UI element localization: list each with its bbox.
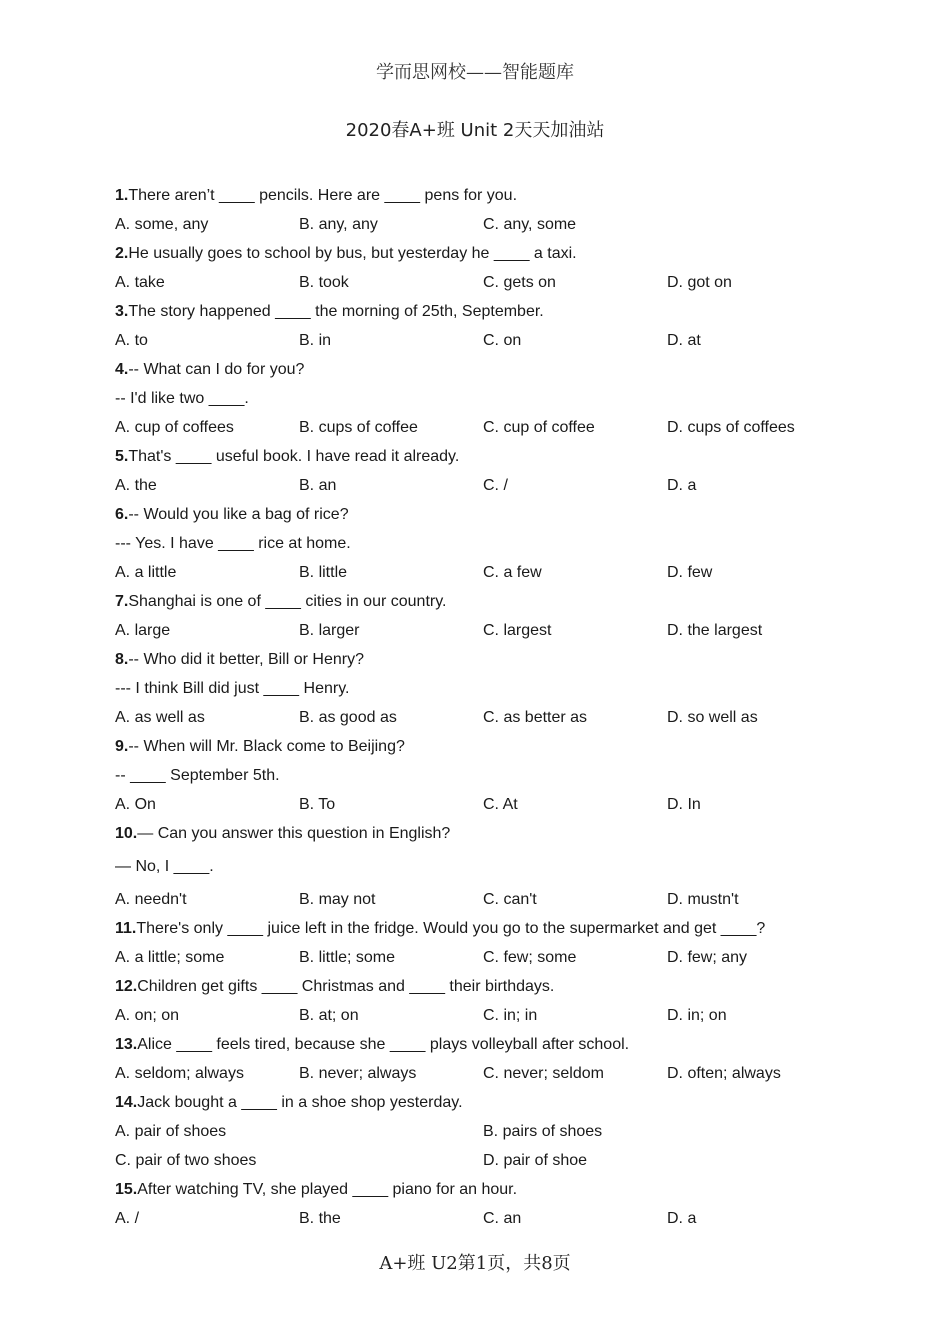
option-a: A. take bbox=[115, 274, 165, 291]
document-title: 2020春A+班 Unit 2天天加油站 bbox=[345, 120, 605, 141]
question-9-reply: -- ____ September 5th. bbox=[115, 767, 280, 784]
option-d: D. In bbox=[667, 796, 701, 813]
option-b: B. may not bbox=[299, 891, 376, 908]
question-text: That's ____ useful book. I have read it already. bbox=[128, 448, 460, 465]
option-d: D. at bbox=[667, 332, 701, 349]
question-text: -- When will Mr. Black come to Beijing? bbox=[128, 738, 405, 755]
question-number: 11. bbox=[115, 920, 137, 937]
option-c: C. largest bbox=[483, 622, 552, 639]
question-14-stem bbox=[115, 1091, 875, 1120]
option-a: A. some, any bbox=[115, 216, 209, 233]
question-number: 15. bbox=[115, 1181, 138, 1198]
option-a: A. cup of coffees bbox=[115, 419, 234, 436]
option-c: C. an bbox=[483, 1210, 522, 1227]
option-c: C. can't bbox=[483, 891, 537, 908]
option-c: C. gets on bbox=[483, 274, 556, 291]
question-text: -- What can I do for you? bbox=[128, 361, 305, 378]
option-b: B. larger bbox=[299, 622, 360, 639]
question-text: Shanghai is one of ____ cities in our country. bbox=[128, 593, 447, 610]
question-1-stem bbox=[115, 184, 875, 213]
option-a: A. / bbox=[115, 1210, 140, 1227]
question-number: 10. bbox=[115, 825, 138, 842]
option-b: B. took bbox=[299, 274, 349, 291]
question-2-stem bbox=[115, 242, 875, 271]
option-a: A. seldom; always bbox=[115, 1065, 244, 1082]
page-footer: A+班 U2第1页，共8页 bbox=[379, 1253, 571, 1274]
option-c: C. never; seldom bbox=[483, 1065, 604, 1082]
question-14-options-row-2 bbox=[115, 1149, 875, 1178]
option-a: A. pair of shoes bbox=[115, 1123, 227, 1140]
question-6-reply: --- Yes. I have ____ rice at home. bbox=[115, 535, 351, 552]
question-text: There aren’t ____ pencils. Here are ____ pens for you. bbox=[128, 187, 518, 204]
question-text: The story happened ____ the morning of 25th, September. bbox=[128, 303, 544, 320]
option-a: A. on; on bbox=[115, 1007, 180, 1024]
question-3-stem bbox=[115, 300, 875, 329]
question-8-options bbox=[115, 706, 875, 735]
question-text: After watching TV, she played ____ piano for an hour. bbox=[137, 1181, 518, 1198]
option-c: C. At bbox=[483, 796, 518, 813]
question-3-options bbox=[115, 329, 875, 358]
option-b: B. in bbox=[299, 332, 332, 349]
question-13-options bbox=[115, 1062, 875, 1091]
option-d: D. a bbox=[667, 477, 697, 494]
option-a: A. as well as bbox=[115, 709, 205, 726]
question-4-reply: -- I'd like two ____. bbox=[115, 390, 249, 407]
question-14-options-row-1 bbox=[115, 1120, 875, 1149]
question-list bbox=[115, 184, 875, 1236]
question-number: 12. bbox=[115, 978, 138, 995]
option-d: D. few bbox=[667, 564, 713, 581]
question-number: 8. bbox=[115, 651, 129, 668]
question-number: 5. bbox=[115, 448, 129, 465]
option-d: D. pair of shoe bbox=[483, 1152, 588, 1169]
question-number: 13. bbox=[115, 1036, 138, 1053]
option-c: C. a few bbox=[483, 564, 542, 581]
question-text: He usually goes to school by bus, but yesterday he ____ a taxi. bbox=[128, 245, 577, 262]
option-a: A. the bbox=[115, 477, 157, 494]
option-c: C. / bbox=[483, 477, 508, 494]
question-number: 2. bbox=[115, 245, 129, 262]
question-text: Children get gifts ____ Christmas and ____ their birthdays. bbox=[137, 978, 555, 995]
school-header: 学而思网校——智能题库 bbox=[376, 62, 574, 83]
option-b: B. To bbox=[299, 796, 336, 813]
option-d: D. in; on bbox=[667, 1007, 727, 1024]
option-a: A. needn't bbox=[115, 891, 187, 908]
option-b: B. little; some bbox=[299, 949, 396, 966]
option-c: C. in; in bbox=[483, 1007, 538, 1024]
option-b: B. little bbox=[299, 564, 348, 581]
option-a: A. On bbox=[115, 796, 156, 813]
question-8-reply: --- I think Bill did just ____ Henry. bbox=[115, 680, 350, 697]
question-12-stem bbox=[115, 975, 875, 1004]
question-11-options bbox=[115, 946, 875, 975]
option-d: D. got on bbox=[667, 274, 732, 291]
option-a: A. a little; some bbox=[115, 949, 225, 966]
question-4-stem bbox=[115, 358, 875, 387]
question-4-options bbox=[115, 416, 875, 445]
option-b: B. the bbox=[299, 1210, 341, 1227]
question-text: — Can you answer this question in English? bbox=[137, 825, 451, 842]
option-d: D. mustn't bbox=[667, 891, 739, 908]
question-2-options bbox=[115, 271, 875, 300]
option-a: A. large bbox=[115, 622, 171, 639]
question-8-stem bbox=[115, 648, 875, 677]
question-7-stem bbox=[115, 590, 875, 619]
question-5-options bbox=[115, 474, 875, 503]
question-9-options bbox=[115, 793, 875, 822]
option-c: C. on bbox=[483, 332, 522, 349]
option-d: D. so well as bbox=[667, 709, 758, 726]
option-d: D. the largest bbox=[667, 622, 763, 639]
question-15-stem bbox=[115, 1178, 875, 1207]
option-d: D. cups of coffees bbox=[667, 419, 795, 436]
option-b: B. as good as bbox=[299, 709, 397, 726]
option-c: C. any, some bbox=[483, 216, 577, 233]
question-number: 9. bbox=[115, 738, 129, 755]
question-number: 6. bbox=[115, 506, 129, 523]
question-10-stem bbox=[115, 822, 875, 855]
question-number: 7. bbox=[115, 593, 129, 610]
option-c: C. few; some bbox=[483, 949, 577, 966]
option-b: B. an bbox=[299, 477, 337, 494]
question-number: 4. bbox=[115, 361, 129, 378]
question-text: Alice ____ feels tired, because she ____ plays volleyball after school. bbox=[137, 1036, 630, 1053]
question-text: Jack bought a ____ in a shoe shop yesterday. bbox=[137, 1094, 463, 1111]
question-number: 14. bbox=[115, 1094, 138, 1111]
option-b: B. at; on bbox=[299, 1007, 359, 1024]
question-15-options bbox=[115, 1207, 875, 1236]
option-b: B. any, any bbox=[299, 216, 378, 233]
question-10-reply: — No, I ____. bbox=[115, 858, 214, 875]
question-text: -- Who did it better, Bill or Henry? bbox=[128, 651, 364, 668]
option-b: B. cups of coffee bbox=[299, 419, 418, 436]
question-10-options bbox=[115, 888, 875, 917]
option-c: C. pair of two shoes bbox=[115, 1152, 257, 1169]
option-c: C. as better as bbox=[483, 709, 588, 726]
question-9-stem bbox=[115, 735, 875, 764]
option-d: D. a bbox=[667, 1210, 697, 1227]
question-12-options bbox=[115, 1004, 875, 1033]
option-c: C. cup of coffee bbox=[483, 419, 595, 436]
question-5-stem bbox=[115, 445, 875, 474]
question-11-stem bbox=[115, 917, 875, 946]
option-b: B. never; always bbox=[299, 1065, 417, 1082]
question-number: 3. bbox=[115, 303, 129, 320]
question-number: 1. bbox=[115, 187, 129, 204]
question-1-options bbox=[115, 213, 875, 242]
question-text: -- Would you like a bag of rice? bbox=[128, 506, 349, 523]
option-a: A. to bbox=[115, 332, 148, 349]
question-6-stem bbox=[115, 503, 875, 532]
option-d: D. often; always bbox=[667, 1065, 781, 1082]
option-a: A. a little bbox=[115, 564, 177, 581]
option-b: B. pairs of shoes bbox=[483, 1123, 603, 1140]
question-6-options bbox=[115, 561, 875, 590]
question-13-stem bbox=[115, 1033, 875, 1062]
question-7-options bbox=[115, 619, 875, 648]
question-text: There's only ____ juice left in the fridge. Would you go to the supermarket and get ____? bbox=[136, 920, 766, 937]
option-d: D. few; any bbox=[667, 949, 748, 966]
